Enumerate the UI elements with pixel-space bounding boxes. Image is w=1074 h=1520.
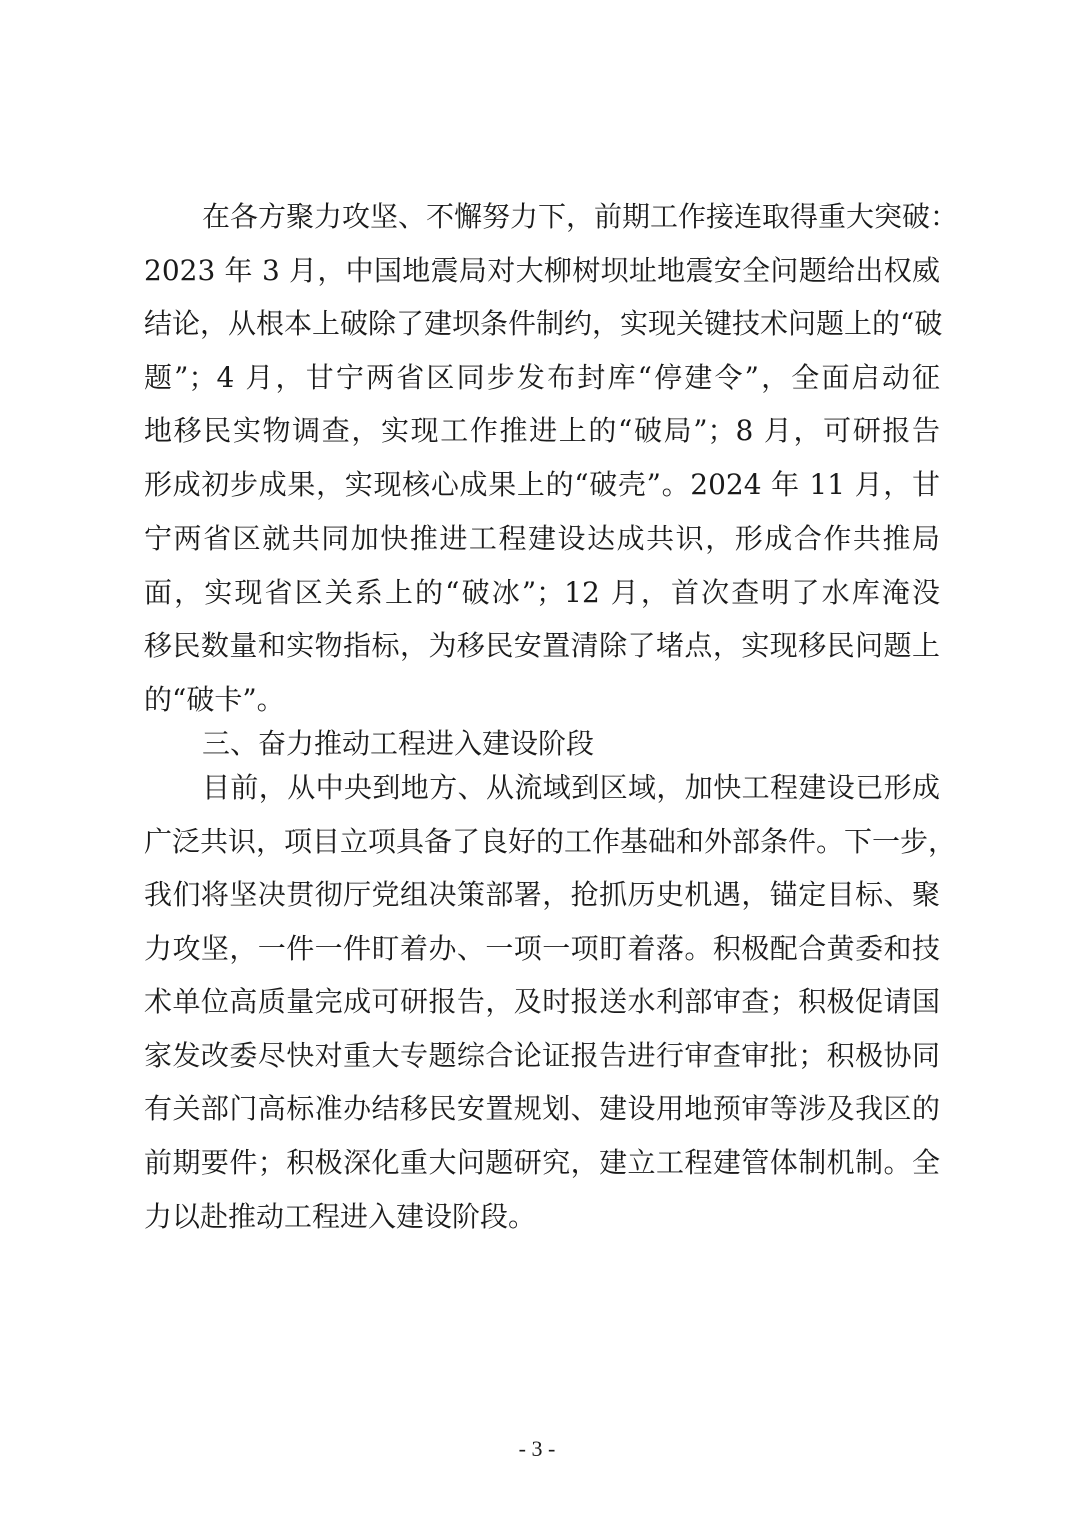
paragraph-1-line: 题”；4 月，甘宁两省区同步发布封库“停建令”，全面启动征 xyxy=(144,361,940,394)
paragraph-2-line: 术单位高质量完成可研报告，及时报送水利部审查；积极促请国 xyxy=(144,985,940,1018)
paragraph-1-line: 形成初步成果，实现核心成果上的“破壳”。2024 年 11 月，甘 xyxy=(144,468,940,501)
paragraph-2-line: 家发改委尽快对重大专题综合论证报告进行审查审批；积极协同 xyxy=(144,1039,940,1072)
paragraph-2-line: 力以赴推动工程进入建设阶段。 xyxy=(144,1200,537,1233)
paragraph-1-line: 移民数量和实物指标，为移民安置清除了堵点，实现移民问题上 xyxy=(144,629,940,662)
paragraph-1-line: 宁两省区就共同加快推进工程建设达成共识，形成合作共推局 xyxy=(144,522,940,555)
paragraph-2-line: 力攻坚，一件一件盯着办、一项一项盯着落。积极配合黄委和技 xyxy=(144,932,940,965)
section-heading: 三、奋力推动工程进入建设阶段 xyxy=(202,727,595,760)
paragraph-1-line: 地移民实物调查，实现工作推进上的“破局”；8 月，可研报告 xyxy=(144,414,940,447)
paragraph-2-line: 目前，从中央到地方、从流域到区域，加快工程建设已形成 xyxy=(202,771,940,804)
paragraph-1-line: 面，实现省区关系上的“破冰”；12 月，首次查明了水库淹没 xyxy=(144,576,940,609)
page-number: - 3 - xyxy=(518,1436,556,1461)
paragraph-2-line: 前期要件；积极深化重大问题研究，建立工程建管体制机制。全 xyxy=(144,1146,940,1179)
paragraph-1-line: 在各方聚力攻坚、不懈努力下，前期工作接连取得重大突破： xyxy=(202,200,959,233)
paragraph-1-line: 的“破卡”。 xyxy=(144,683,285,716)
paragraph-1-line: 2023 年 3 月，中国地震局对大柳树坝址地震安全问题给出权威 xyxy=(144,254,940,287)
paragraph-2-line: 有关部门高标准办结移民安置规划、建设用地预审等涉及我区的 xyxy=(144,1092,940,1125)
paragraph-1-line: 结论，从根本上破除了建坝条件制约，实现关键技术问题上的“破 xyxy=(144,307,943,340)
paragraph-2-line: 广泛共识，项目立项具备了良好的工作基础和外部条件。下一步， xyxy=(144,825,957,858)
paragraph-2-line: 我们将坚决贯彻厅党组决策部署，抢抓历史机遇，锚定目标、聚 xyxy=(144,878,940,911)
